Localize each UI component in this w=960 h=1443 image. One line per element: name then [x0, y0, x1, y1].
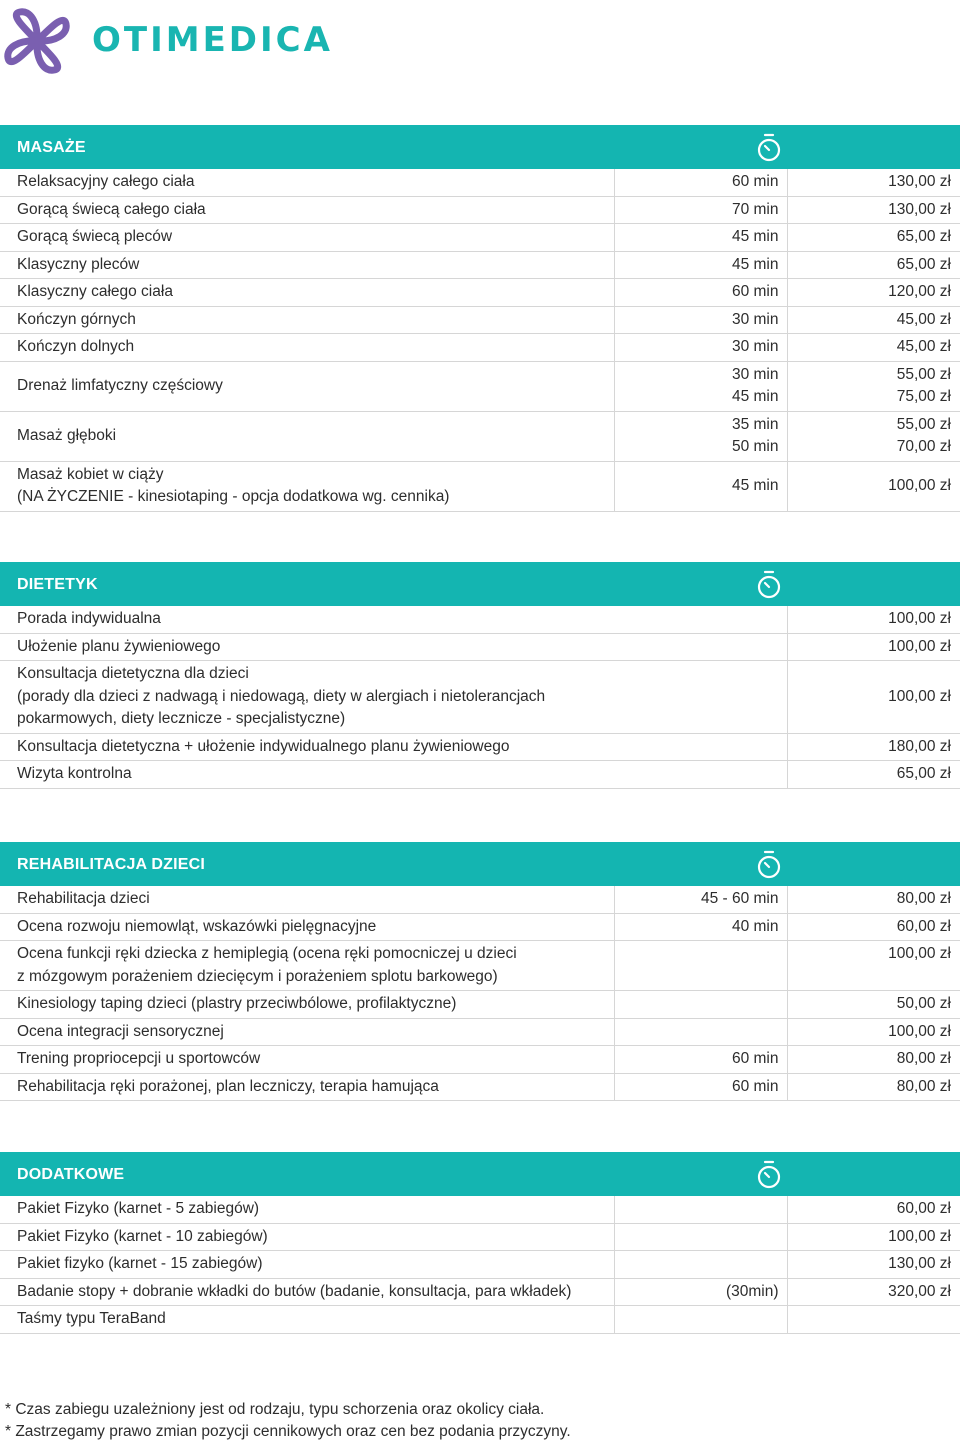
table-row	[0, 941, 960, 991]
service-name: Pakiet Fizyko (karnet - 10 zabiegów)	[0, 1223, 614, 1251]
service-price: 80,00 zł	[787, 1073, 960, 1101]
service-name: Kinesiology taping dzieci (plastry przeciwbólowe, profilaktyczne)	[0, 991, 614, 1019]
service-name: Taśmy typu TeraBand	[0, 1306, 614, 1334]
price-table	[0, 606, 960, 789]
service-time	[614, 991, 787, 1019]
service-price	[787, 361, 960, 411]
section-rehabilitacja	[0, 842, 960, 1101]
service-price: 45,00 zł	[787, 306, 960, 334]
service-time: 45 - 60 min	[614, 886, 787, 913]
time-option: 50 min	[731, 438, 779, 455]
service-time: 60 min	[614, 1073, 787, 1101]
service-price: 100,00 zł	[787, 1018, 960, 1046]
table-row	[0, 251, 960, 279]
section-masaze	[0, 125, 960, 512]
price-option: 55,00 zł	[896, 415, 951, 433]
service-price: 65,00 zł	[787, 224, 960, 252]
price-option: 70,00 zł	[896, 438, 951, 455]
section-dodatkowe	[0, 1152, 960, 1334]
service-name: Rehabilitacja ręki porażonej, plan leczniczy, terapia hamująca	[0, 1073, 614, 1101]
service-time	[614, 1251, 787, 1279]
service-name: Relaksacyjny całego ciała	[0, 169, 614, 196]
table-row	[0, 1278, 960, 1306]
section-dietetyk	[0, 562, 960, 789]
stopwatch-icon	[757, 133, 781, 163]
service-name-line: Masaż kobiet w ciąży	[17, 465, 164, 483]
service-price: 100,00 zł	[787, 606, 960, 633]
table-row	[0, 913, 960, 941]
service-time	[614, 361, 787, 411]
footnote: * Zastrzegamy prawo zmian pozycji cennikowych oraz cen bez podania przyczyny.	[5, 1423, 571, 1440]
service-name-line: Ocena funkcji ręki dziecka z hemiplegią (ocena ręki pomocniczej u dzieci	[17, 945, 517, 962]
service-time: 60 min	[614, 1046, 787, 1074]
service-time: (30min)	[614, 1278, 787, 1306]
section-title: REHABILITACJA DZIECI	[17, 856, 205, 873]
table-row	[0, 991, 960, 1019]
service-price: 130,00 zł	[787, 169, 960, 196]
service-name: Badanie stopy + dobranie wkładki do butów (badanie, konsultacja, para wkładek)	[0, 1278, 614, 1306]
service-name: Gorącą świecą całego ciała	[0, 196, 614, 224]
section-title: MASAŻE	[17, 139, 86, 156]
service-price	[787, 411, 960, 461]
section-title: DIETETYK	[17, 576, 98, 593]
service-price: 130,00 zł	[787, 196, 960, 224]
service-name: Rehabilitacja dzieci	[0, 886, 614, 913]
service-time: 45 min	[614, 251, 787, 279]
price-option: 55,00 zł	[896, 365, 951, 383]
service-time: 45 min	[614, 224, 787, 252]
brand-logo	[0, 0, 340, 80]
table-row	[0, 761, 960, 789]
service-name: Kończyn dolnych	[0, 334, 614, 362]
table-row	[0, 169, 960, 196]
table-row	[0, 224, 960, 252]
service-time	[614, 1196, 787, 1223]
service-price: 180,00 zł	[787, 733, 960, 761]
table-row	[0, 279, 960, 307]
service-name: Pakiet Fizyko (karnet - 5 zabiegów)	[0, 1196, 614, 1223]
stopwatch-icon	[757, 850, 781, 880]
service-name: Porada indywidualna	[0, 606, 787, 633]
service-note: (porady dla dzieci z nadwagą i niedowagą, diety w alergiach i nietolerancjach	[17, 687, 546, 705]
service-price: 120,00 zł	[787, 279, 960, 307]
table-row	[0, 1223, 960, 1251]
service-note: (NA ŻYCZENIE - kinesiotaping - opcja dodatkowa wg. cennika)	[17, 488, 450, 505]
service-name: Klasyczny całego ciała	[0, 279, 614, 307]
service-price: 100,00 zł	[787, 461, 960, 511]
service-name: Pakiet fizyko (karnet - 15 zabiegów)	[0, 1251, 614, 1279]
service-name: Trening propriocepcji u sportowców	[0, 1046, 614, 1074]
footnote: * Czas zabiegu uzależniony jest od rodzaju, typu schorzenia oraz okolicy ciała.	[5, 1401, 545, 1418]
table-row	[0, 886, 960, 913]
service-name: Ocena integracji sensorycznej	[0, 1018, 614, 1046]
section-header	[0, 562, 960, 606]
service-price: 65,00 zł	[787, 251, 960, 279]
price-option: 75,00 zł	[896, 388, 951, 405]
table-row	[0, 1073, 960, 1101]
service-price: 50,00 zł	[787, 991, 960, 1019]
service-price: 100,00 zł	[787, 633, 960, 661]
service-time	[614, 1018, 787, 1046]
table-row	[0, 1196, 960, 1223]
service-name: Gorącą świecą pleców	[0, 224, 614, 252]
service-time: 60 min	[614, 169, 787, 196]
service-time: 45 min	[614, 461, 787, 511]
section-title: DODATKOWE	[17, 1166, 125, 1183]
service-name	[0, 941, 614, 991]
stopwatch-icon	[757, 1160, 781, 1190]
section-header	[0, 842, 960, 886]
service-time	[614, 411, 787, 461]
table-row	[0, 411, 960, 461]
table-row	[0, 361, 960, 411]
table-row	[0, 606, 960, 633]
table-row	[0, 1046, 960, 1074]
price-table	[0, 1196, 960, 1334]
table-row	[0, 1251, 960, 1279]
service-time: 70 min	[614, 196, 787, 224]
service-name: Masaż głęboki	[0, 411, 614, 461]
section-header	[0, 125, 960, 169]
table-row	[0, 1306, 960, 1334]
service-name-line: Konsultacja dietetyczna dla dzieci	[17, 665, 249, 682]
brand-name: OTIMEDICA	[92, 20, 333, 60]
stopwatch-icon	[757, 570, 781, 600]
table-row	[0, 733, 960, 761]
time-option: 45 min	[731, 388, 779, 405]
service-price: 130,00 zł	[787, 1251, 960, 1279]
service-name: Drenaż limfatyczny częściowy	[0, 361, 614, 411]
service-price: 100,00 zł	[787, 941, 960, 991]
service-time: 30 min	[614, 334, 787, 362]
service-price: 80,00 zł	[787, 1046, 960, 1074]
otimedica-logo-mark-icon	[0, 4, 74, 78]
service-price	[787, 1306, 960, 1334]
service-price: 80,00 zł	[787, 886, 960, 913]
service-price: 45,00 zł	[787, 334, 960, 362]
service-time	[614, 1306, 787, 1334]
time-option: 30 min	[731, 365, 779, 383]
table-row	[0, 306, 960, 334]
service-name: Wizyta kontrolna	[0, 761, 787, 789]
table-row	[0, 661, 960, 734]
section-header	[0, 1152, 960, 1196]
table-row	[0, 334, 960, 362]
service-name: Ocena rozwoju niemowląt, wskazówki pielęgnacyjne	[0, 913, 614, 941]
table-row	[0, 461, 960, 511]
service-price: 65,00 zł	[787, 761, 960, 789]
table-row	[0, 196, 960, 224]
service-price: 100,00 zł	[787, 661, 960, 734]
service-price: 60,00 zł	[787, 1196, 960, 1223]
footnotes	[5, 1399, 571, 1443]
table-row	[0, 633, 960, 661]
service-time: 30 min	[614, 306, 787, 334]
service-name: Kończyn górnych	[0, 306, 614, 334]
time-option: 35 min	[731, 415, 779, 433]
service-name: Ułożenie planu żywieniowego	[0, 633, 787, 661]
service-name: Konsultacja dietetyczna + ułożenie indywidualnego planu żywieniowego	[0, 733, 787, 761]
service-price: 100,00 zł	[787, 1223, 960, 1251]
service-price: 60,00 zł	[787, 913, 960, 941]
price-table	[0, 169, 960, 512]
service-price: 320,00 zł	[787, 1278, 960, 1306]
service-name	[0, 661, 787, 734]
service-note: pokarmowych, diety lecznicze - specjalistyczne)	[17, 710, 346, 727]
service-time: 60 min	[614, 279, 787, 307]
table-row	[0, 1018, 960, 1046]
service-name: Klasyczny pleców	[0, 251, 614, 279]
service-name	[0, 461, 614, 511]
service-time	[614, 941, 787, 991]
service-time	[614, 1223, 787, 1251]
price-table	[0, 886, 960, 1101]
service-time: 40 min	[614, 913, 787, 941]
service-note: z mózgowym porażeniem dziecięcym i porażeniem splotu barkowego)	[17, 967, 498, 985]
